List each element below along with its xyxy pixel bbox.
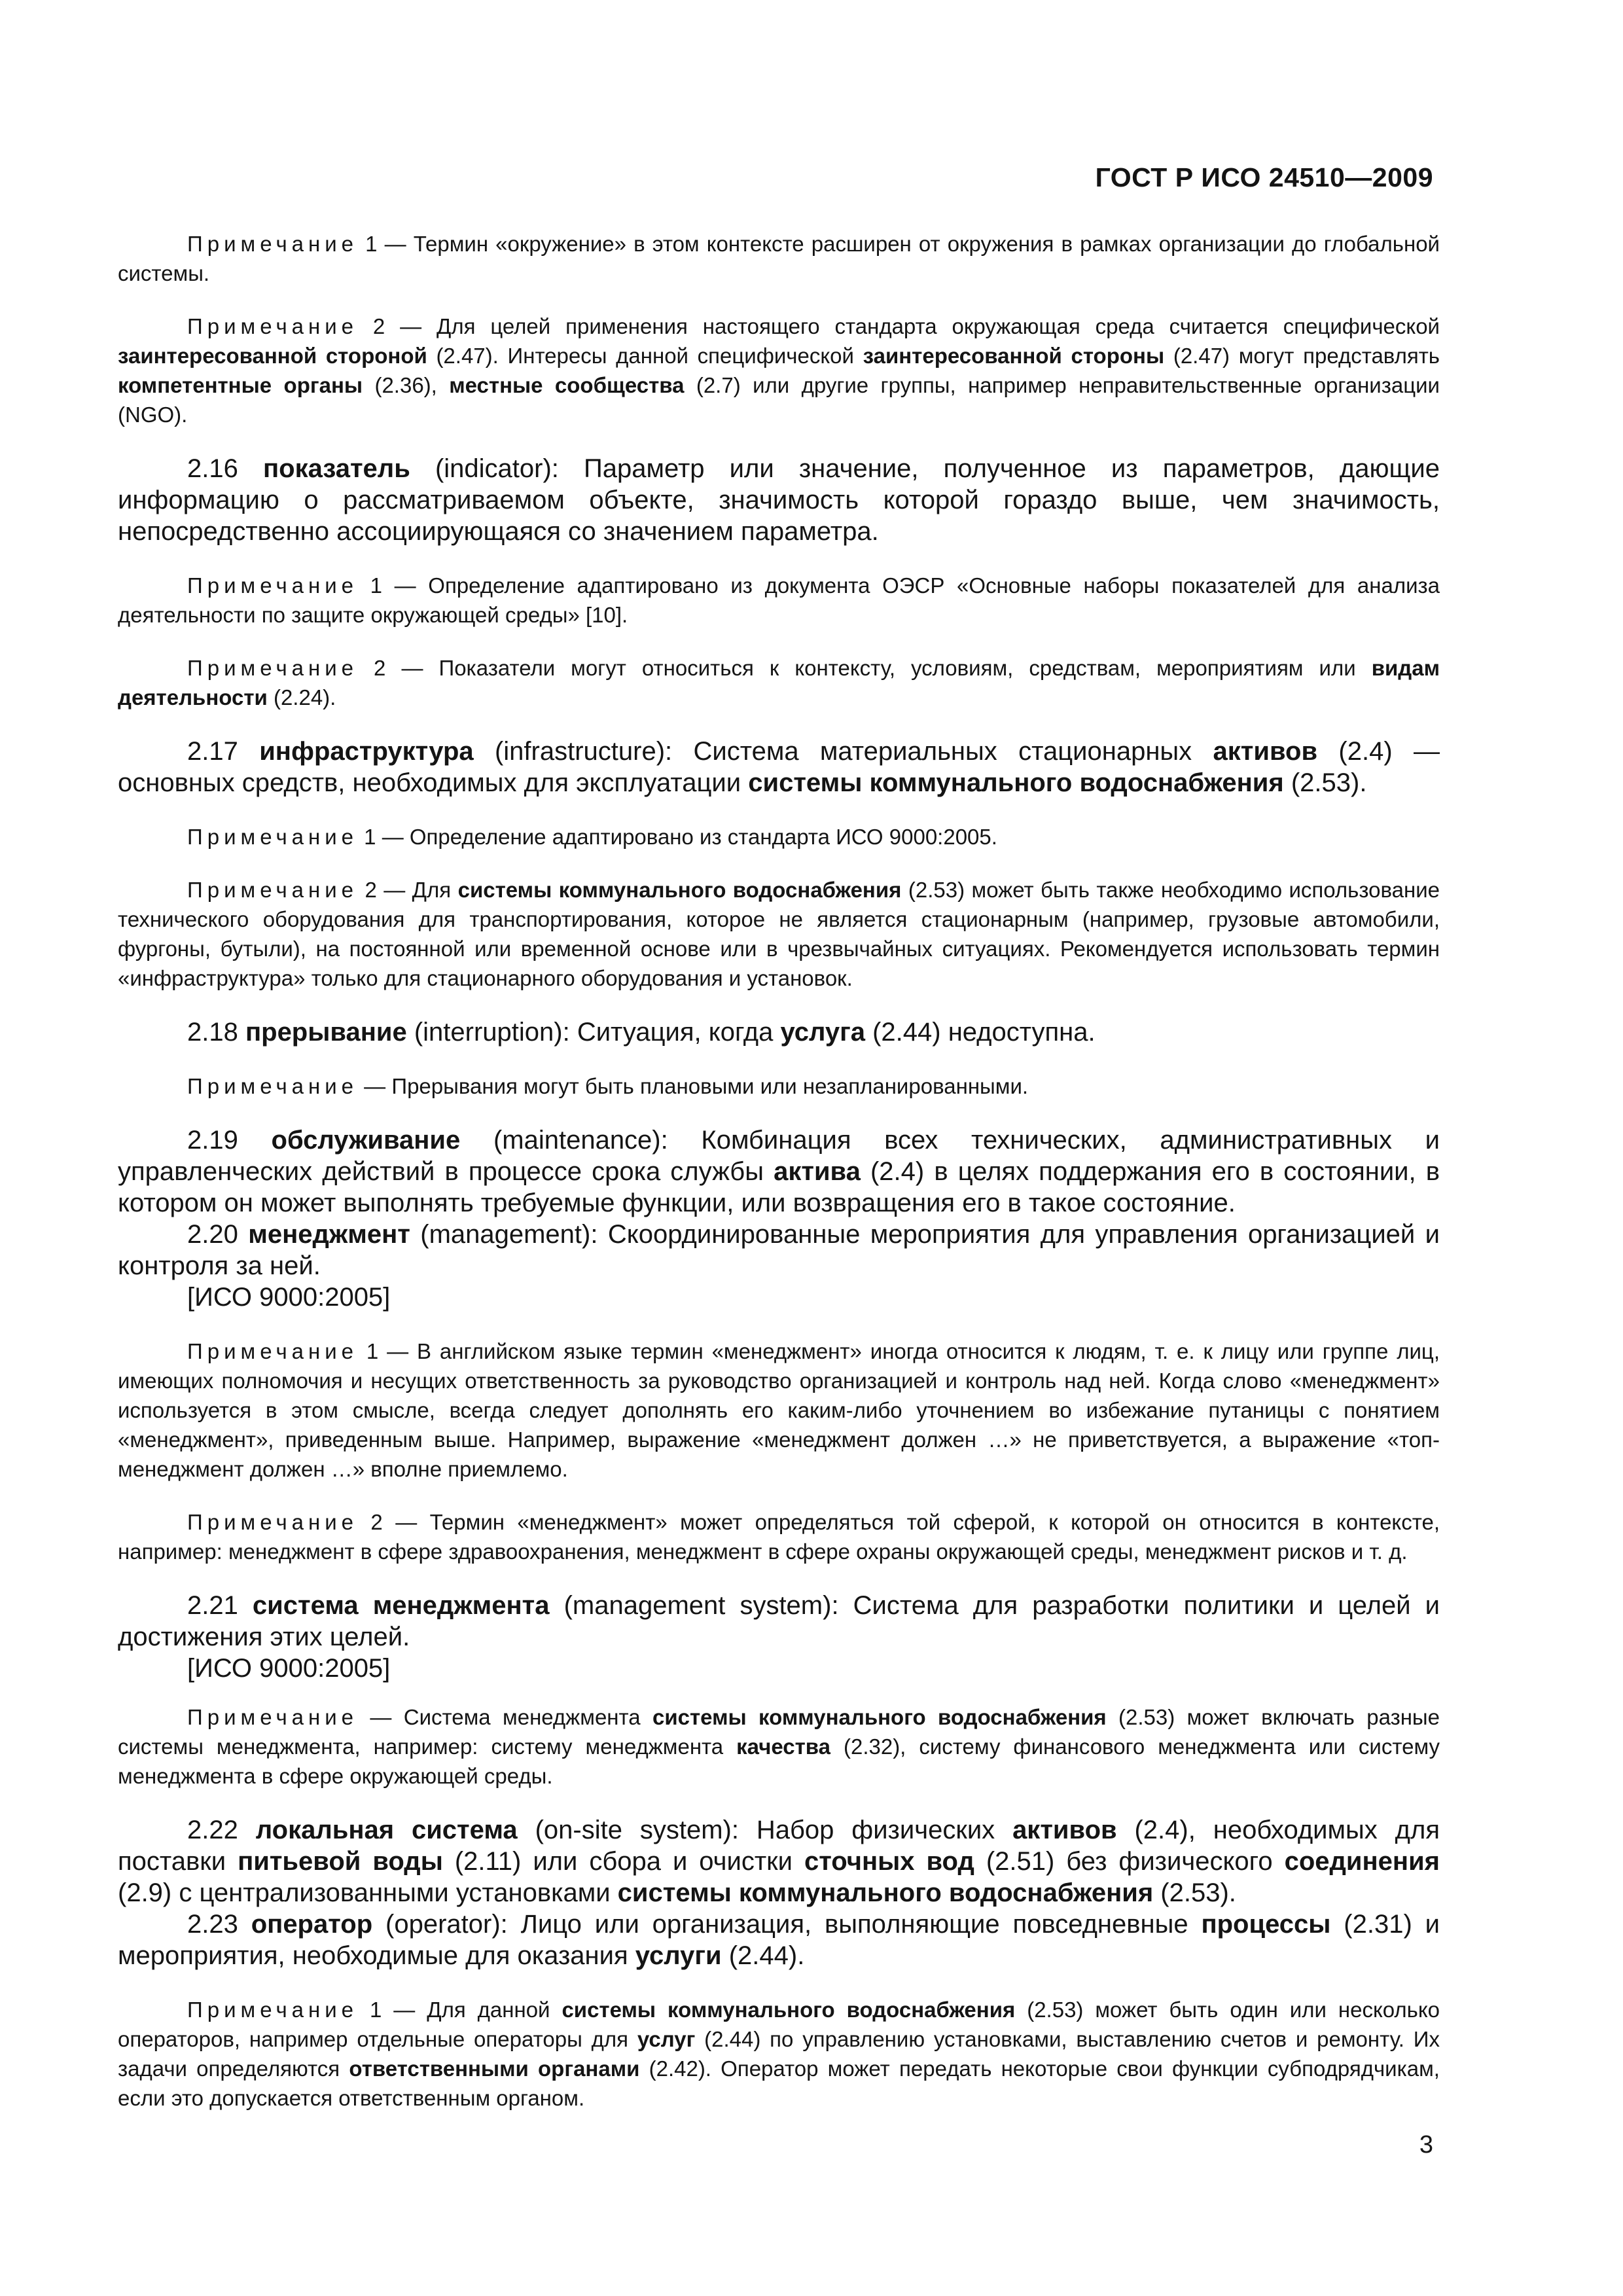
bold-term: системы коммунального водоснабжения (652, 1705, 1107, 1729)
text-run: 2.23 (187, 1910, 251, 1939)
text-run: 2.19 (187, 1126, 272, 1155)
bold-term: сточных вод (804, 1847, 974, 1876)
text-run: (management system): Система для разработки политики и целей и достижения этих целей. (118, 1591, 1440, 1651)
text-run: 2 — Термин «менеджмент» может определяться той сферой, к которой он относится в контексте, например: менеджмент в сфере здравоохранения, менеджмент в сфере охраны окружающей среды, менеджмент рисков и т. д. (118, 1510, 1440, 1564)
text-run: (2.32), систему финансового менеджмента или систему менеджмента в сфере окружающей среды. (118, 1734, 1440, 1788)
note-paragraph (118, 1702, 1440, 1791)
bold-term: ответственными органами (349, 2056, 640, 2081)
note-label: Примечание (187, 573, 359, 598)
bold-term: системы коммунального водоснабжения (748, 768, 1284, 797)
text-run: (2.53) может быть также необходимо использование технического оборудования для транспортирования, которое не является стационарным (например, грузовые автомобили, фургоны, бутыли), на постоянной или временной основе или в чрезвычайных ситуациях. Рекомендуется использовать термин «инфраструктура» только для стационарного оборудования и установок. (118, 878, 1440, 990)
bold-term: активов (1012, 1816, 1117, 1844)
note-paragraph (118, 653, 1440, 712)
text-run: — Прерывания могут быть плановыми или незапланированными. (358, 1074, 1029, 1098)
note-label: Примечание (187, 1705, 359, 1729)
text-run: (2.53). (1153, 1878, 1236, 1907)
text-run: (2.47) могут представлять (1164, 344, 1440, 368)
bold-term: услуга (780, 1018, 865, 1047)
text-run: 2 — Показатели могут относиться к контексту, условиям, средствам, мероприятиям или (358, 656, 1372, 680)
bold-term: заинтересованной стороны (863, 344, 1165, 368)
note-paragraph (118, 571, 1440, 630)
text-run: (2.4), необходимых для поставки (118, 1816, 1440, 1876)
text-run: 2.16 (187, 454, 263, 483)
text-run: 1 — В английском языке термин «менеджмент» иногда относится к людям, т. е. к лицу или группе лиц, имеющих полномочия и несущих ответственность за руководство организацией и контроль над ней. Когда слово «менеджмент» используется в этом смысле, всегда следует дополнять его каким-либо уточнением во избежание путаницы с понятием «менеджмент», приведенным выше. Например, выражение «менеджмент должен …» не приветствуется, а выражение «топ-менеджмент должен …» вполне приемлемо. (118, 1339, 1440, 1481)
text-run: 2.21 (187, 1591, 253, 1620)
text-run: [ИСО 9000:2005] (187, 1283, 391, 1312)
text-run: (on-site system): Набор физических (517, 1816, 1013, 1844)
note-paragraph (118, 1071, 1440, 1101)
bold-term: менеджмент (248, 1220, 410, 1249)
term-definition (118, 1909, 1440, 1971)
bold-term: система менеджмента (252, 1591, 550, 1620)
bold-term: компетентные органы (118, 373, 363, 397)
text-run: (2.53) может включать разные системы менеджмента, например: систему менеджмента (118, 1705, 1440, 1759)
term-definition (118, 1590, 1440, 1653)
text-run: 1 — Определение адаптировано из стандарта ИСО 9000:2005. (358, 825, 997, 849)
text-run: (2.7) или другие группы, например неправительственные организации (NGO). (118, 373, 1440, 427)
bold-term: видам деятельности (118, 656, 1440, 709)
text-run: (2.51) без физического (974, 1847, 1285, 1876)
bold-term: качества (736, 1734, 830, 1759)
note-label: Примечание (187, 232, 359, 256)
text-run: (maintenance): Комбинация всех технических, административных и управленческих действий в процессе срока службы (118, 1126, 1440, 1186)
bold-term: оператор (251, 1910, 373, 1939)
text-run: (2.42). Оператор может передать некоторые свои функции субподрядчикам, если это допускается ответственным органом. (118, 2056, 1440, 2110)
text-run: (2.4) — основных средств, необходимых для эксплуатации (118, 737, 1440, 797)
text-run: (2.44). (721, 1941, 805, 1970)
text-run: (2.11) или сбора и очистки (442, 1847, 804, 1876)
bold-term: местные сообщества (449, 373, 685, 397)
bold-term: прерывание (245, 1018, 407, 1047)
note-paragraph (118, 1336, 1440, 1484)
note-label: Примечание (187, 1074, 359, 1098)
bold-term: показатель (263, 454, 410, 483)
text-run: (operator): Лицо или организация, выполняющие повседневные (372, 1910, 1202, 1939)
term-definition (118, 1124, 1440, 1219)
note-label: Примечание (187, 825, 359, 849)
text-run: 2.18 (187, 1018, 245, 1047)
term-definition (118, 1219, 1440, 1282)
text-run: 2.20 (187, 1220, 249, 1249)
bold-term: активов (1213, 737, 1318, 766)
text-run: 1 — Для данной (358, 1998, 562, 2022)
text-run: 2.17 (187, 737, 260, 766)
text-run: 2 — Для целей применения настоящего стандарта окружающая среда считается специфической (358, 314, 1440, 338)
text-run: (2.44) по управлению установками, выставлению счетов и ремонту. Их задачи определяются (118, 2027, 1440, 2081)
document-header: ГОСТ Р ИСО 24510—2009 (1095, 162, 1433, 192)
text-run: (2.53) может быть один или несколько операторов, например отдельные операторы для (118, 1998, 1440, 2051)
source-reference (118, 1282, 1440, 1313)
text-run: (2.47). Интересы данной специфической (427, 344, 863, 368)
note-label: Примечание (187, 314, 359, 338)
text-run: 1 — Определение адаптировано из документа ОЭСР «Основные наборы показателей для анализа деятельности по защите окружающей среды» [10]. (118, 573, 1440, 627)
term-definition (118, 1814, 1440, 1909)
note-label: Примечание (187, 1510, 359, 1534)
text-run: (2.24). (267, 685, 336, 709)
text-run: (2.53). (1283, 768, 1367, 797)
bold-term: питьевой воды (238, 1847, 443, 1876)
bold-term: заинтересованной стороной (118, 344, 427, 368)
note-label: Примечание (187, 656, 359, 680)
note-paragraph (118, 822, 1440, 852)
bold-term: актива (774, 1157, 861, 1186)
text-run: (2.36), (363, 373, 450, 397)
note-paragraph (118, 229, 1440, 288)
text-run: 1 — Термин «окружение» в этом контексте расширен от окружения в рамках организации до глобальной системы. (118, 232, 1440, 285)
note-paragraph (118, 312, 1440, 429)
term-definition (118, 736, 1440, 798)
bold-term: системы коммунального водоснабжения (457, 878, 902, 902)
note-paragraph (118, 1995, 1440, 2113)
bold-term: соединения (1284, 1847, 1440, 1876)
bold-term: системы коммунального водоснабжения (562, 1998, 1016, 2022)
text-run: (2.31) и мероприятия, необходимые для оказания (118, 1910, 1440, 1970)
document-body (118, 223, 1440, 2113)
text-run: (indicator): Параметр или значение, полученное из параметров, дающие информацию о рассматриваемом объекте, значимость которой гораздо выше, чем значимость, непосредственно ассоциирующаяся со значением параметра. (118, 454, 1440, 546)
text-run: — Система менеджмента (358, 1705, 652, 1729)
term-definition (118, 453, 1440, 547)
text-run: (2.4) в целях поддержания его в состоянии, в котором он может выполнять требуемые функции, или возвращения его в такое состояние. (118, 1157, 1440, 1217)
note-paragraph (118, 1507, 1440, 1566)
bold-term: услуги (635, 1941, 722, 1970)
bold-term: обслуживание (271, 1126, 461, 1155)
text-run: (management): Скоординированные мероприятия для управления организацией и контроля за ней. (118, 1220, 1440, 1280)
bold-term: системы коммунального водоснабжения (617, 1878, 1154, 1907)
text-run: [ИСО 9000:2005] (187, 1654, 391, 1683)
bold-term: услуг (637, 2027, 696, 2051)
text-run: (2.9) с централизованными установками (118, 1878, 618, 1907)
bold-term: локальная система (255, 1816, 518, 1844)
page-number: 3 (1419, 2131, 1433, 2159)
text-run: (infrastructure): Система материальных стационарных (473, 737, 1213, 766)
note-label: Примечание (187, 1339, 359, 1363)
term-definition (118, 1016, 1440, 1048)
bold-term: инфраструктура (259, 737, 474, 766)
source-reference (118, 1653, 1440, 1684)
text-run: (2.44) недоступна. (865, 1018, 1096, 1047)
note-label: Примечание (187, 878, 359, 902)
text-run: 2 — Для (358, 878, 458, 902)
bold-term: процессы (1201, 1910, 1331, 1939)
text-run: (interruption): Ситуация, когда (406, 1018, 781, 1047)
text-run: 2.22 (187, 1816, 256, 1844)
note-label: Примечание (187, 1998, 359, 2022)
note-paragraph (118, 875, 1440, 993)
